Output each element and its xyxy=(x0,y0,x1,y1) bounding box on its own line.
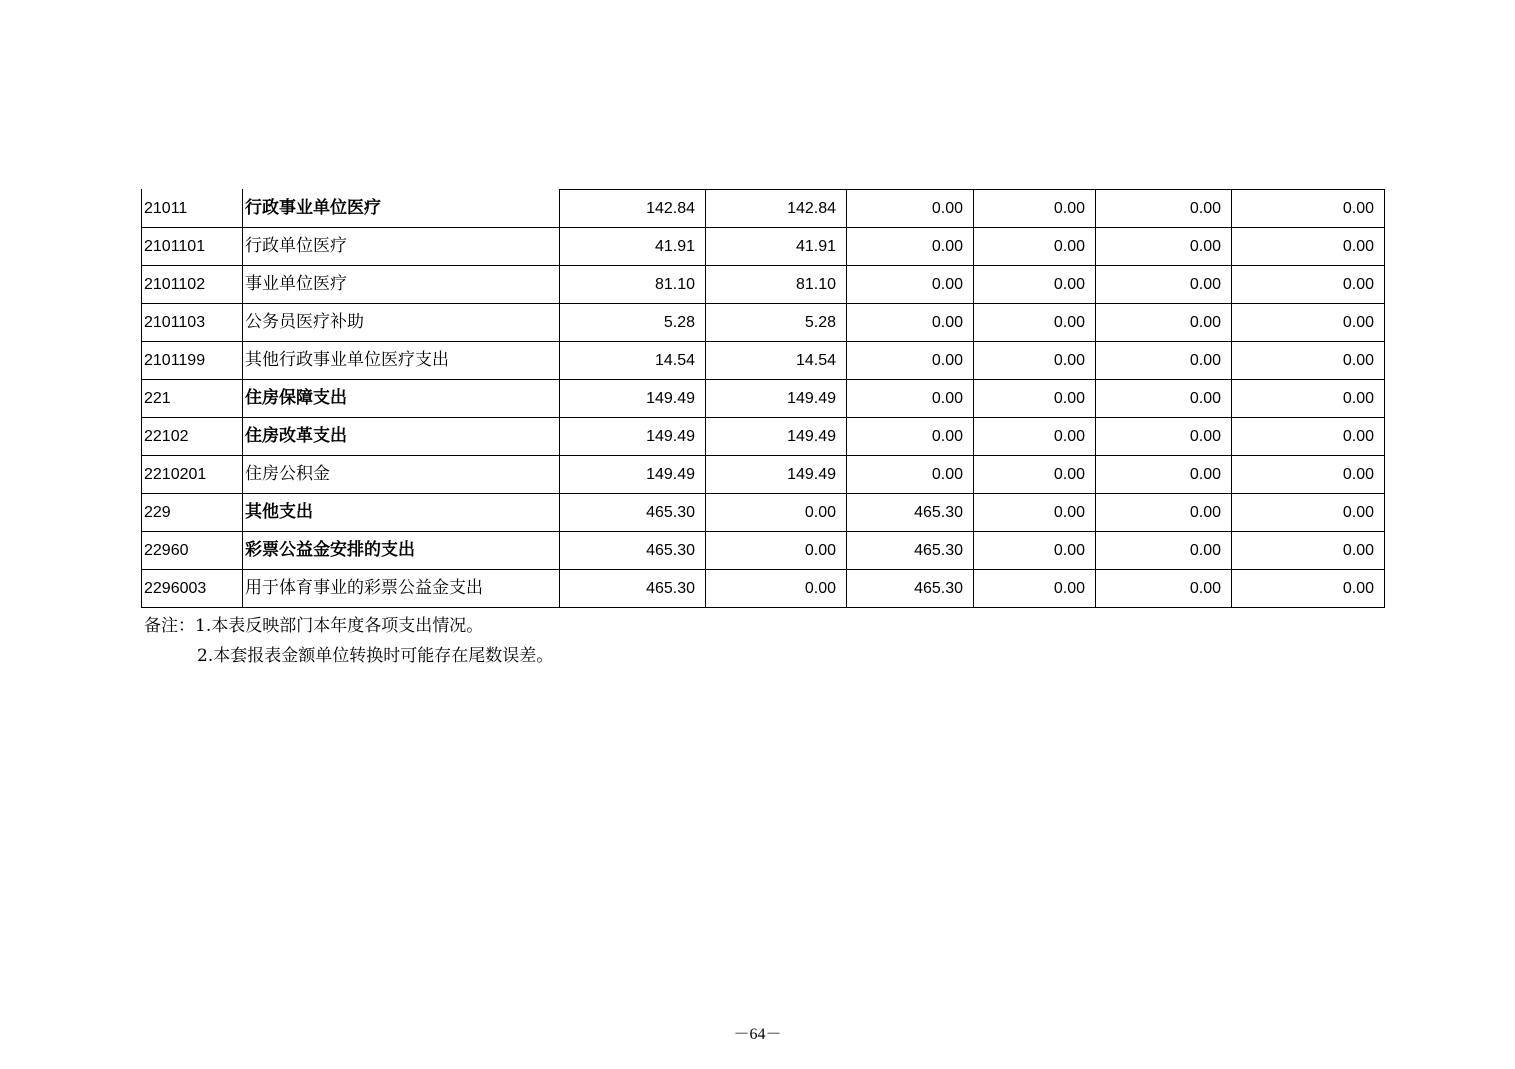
row-value-cell-v2: 149.49 xyxy=(706,456,847,494)
row-value-cell-v5: 0.00 xyxy=(1096,418,1232,456)
row-value-cell-v2: 5.28 xyxy=(706,304,847,342)
row-value-cell-v4: 0.00 xyxy=(974,342,1096,380)
row-value-cell-v4: 0.00 xyxy=(974,228,1096,266)
row-value-cell-v2: 142.84 xyxy=(706,190,847,228)
row-name-cell: 住房改革支出 xyxy=(243,418,560,456)
table-body xyxy=(142,190,1385,608)
row-value-cell-v3: 465.30 xyxy=(847,570,974,608)
row-value-cell-v6: 0.00 xyxy=(1232,342,1385,380)
table-row xyxy=(142,190,1385,228)
table-row xyxy=(142,570,1385,608)
row-value-cell-v2: 0.00 xyxy=(706,532,847,570)
table-notes xyxy=(144,611,553,671)
row-value-cell-v5: 0.00 xyxy=(1096,532,1232,570)
row-code-cell: 2101103 xyxy=(142,304,243,342)
row-code-cell: 21011 xyxy=(142,190,243,228)
row-name-cell: 其他支出 xyxy=(243,494,560,532)
table-row xyxy=(142,342,1385,380)
row-code-cell: 22102 xyxy=(142,418,243,456)
budget-table-container xyxy=(141,189,1385,608)
row-value-cell-v3: 0.00 xyxy=(847,304,974,342)
row-value-cell-v4: 0.00 xyxy=(974,266,1096,304)
row-value-cell-v5: 0.00 xyxy=(1096,304,1232,342)
row-value-cell-v4: 0.00 xyxy=(974,456,1096,494)
table-row xyxy=(142,304,1385,342)
row-code-cell: 2210201 xyxy=(142,456,243,494)
row-value-cell-v6: 0.00 xyxy=(1232,456,1385,494)
row-code-cell: 2101102 xyxy=(142,266,243,304)
row-value-cell-v6: 0.00 xyxy=(1232,532,1385,570)
row-name-cell: 用于体育事业的彩票公益金支出 xyxy=(243,570,560,608)
row-value-cell-v4: 0.00 xyxy=(974,532,1096,570)
row-value-cell-v2: 0.00 xyxy=(706,570,847,608)
row-value-cell-v2: 14.54 xyxy=(706,342,847,380)
row-value-cell-v4: 0.00 xyxy=(974,190,1096,228)
note-line-1: 备注：1.本表反映部门本年度各项支出情况。 xyxy=(144,616,484,636)
row-code-cell: 2101101 xyxy=(142,228,243,266)
row-value-cell-v3: 0.00 xyxy=(847,266,974,304)
row-value-cell-v6: 0.00 xyxy=(1232,380,1385,418)
row-name-cell: 行政单位医疗 xyxy=(243,228,560,266)
row-value-cell-v3: 0.00 xyxy=(847,190,974,228)
row-value-cell-v3: 0.00 xyxy=(847,380,974,418)
table-row xyxy=(142,456,1385,494)
row-value-cell-v1: 149.49 xyxy=(560,418,706,456)
row-value-cell-v1: 465.30 xyxy=(560,494,706,532)
row-name-cell: 事业单位医疗 xyxy=(243,266,560,304)
row-value-cell-v3: 0.00 xyxy=(847,456,974,494)
row-value-cell-v5: 0.00 xyxy=(1096,266,1232,304)
table-row xyxy=(142,418,1385,456)
expenditure-table xyxy=(141,189,1385,608)
row-name-cell: 住房保障支出 xyxy=(243,380,560,418)
row-value-cell-v3: 465.30 xyxy=(847,494,974,532)
row-value-cell-v4: 0.00 xyxy=(974,418,1096,456)
row-value-cell-v3: 465.30 xyxy=(847,532,974,570)
row-value-cell-v5: 0.00 xyxy=(1096,228,1232,266)
row-value-cell-v3: 0.00 xyxy=(847,418,974,456)
row-value-cell-v6: 0.00 xyxy=(1232,266,1385,304)
row-value-cell-v5: 0.00 xyxy=(1096,380,1232,418)
row-code-cell: 221 xyxy=(142,380,243,418)
row-value-cell-v1: 14.54 xyxy=(560,342,706,380)
row-value-cell-v1: 149.49 xyxy=(560,380,706,418)
row-value-cell-v1: 465.30 xyxy=(560,570,706,608)
row-value-cell-v4: 0.00 xyxy=(974,494,1096,532)
row-value-cell-v5: 0.00 xyxy=(1096,570,1232,608)
row-code-cell: 22960 xyxy=(142,532,243,570)
row-value-cell-v5: 0.00 xyxy=(1096,494,1232,532)
row-name-cell: 行政事业单位医疗 xyxy=(243,190,560,228)
row-value-cell-v6: 0.00 xyxy=(1232,418,1385,456)
row-value-cell-v6: 0.00 xyxy=(1232,228,1385,266)
row-value-cell-v3: 0.00 xyxy=(847,228,974,266)
row-value-cell-v5: 0.00 xyxy=(1096,456,1232,494)
row-value-cell-v1: 81.10 xyxy=(560,266,706,304)
note-line-2: 2.本套报表金额单位转换时可能存在尾数误差。 xyxy=(197,646,554,666)
row-name-cell: 公务员医疗补助 xyxy=(243,304,560,342)
row-value-cell-v1: 41.91 xyxy=(560,228,706,266)
row-value-cell-v1: 465.30 xyxy=(560,532,706,570)
table-row xyxy=(142,532,1385,570)
row-value-cell-v6: 0.00 xyxy=(1232,494,1385,532)
row-code-cell: 229 xyxy=(142,494,243,532)
row-value-cell-v6: 0.00 xyxy=(1232,304,1385,342)
row-name-cell: 其他行政事业单位医疗支出 xyxy=(243,342,560,380)
row-value-cell-v2: 149.49 xyxy=(706,418,847,456)
table-row xyxy=(142,228,1385,266)
row-value-cell-v6: 0.00 xyxy=(1232,570,1385,608)
row-code-cell: 2101199 xyxy=(142,342,243,380)
page-number: －64－ xyxy=(733,1026,782,1043)
row-name-cell: 彩票公益金安排的支出 xyxy=(243,532,560,570)
row-value-cell-v1: 142.84 xyxy=(560,190,706,228)
table-row xyxy=(142,380,1385,418)
row-value-cell-v3: 0.00 xyxy=(847,342,974,380)
row-value-cell-v1: 149.49 xyxy=(560,456,706,494)
row-value-cell-v1: 5.28 xyxy=(560,304,706,342)
row-value-cell-v2: 0.00 xyxy=(706,494,847,532)
row-value-cell-v2: 81.10 xyxy=(706,266,847,304)
row-value-cell-v4: 0.00 xyxy=(974,304,1096,342)
row-code-cell: 2296003 xyxy=(142,570,243,608)
row-value-cell-v4: 0.00 xyxy=(974,380,1096,418)
row-value-cell-v5: 0.00 xyxy=(1096,342,1232,380)
row-value-cell-v5: 0.00 xyxy=(1096,190,1232,228)
row-value-cell-v4: 0.00 xyxy=(974,570,1096,608)
row-value-cell-v2: 41.91 xyxy=(706,228,847,266)
row-name-cell: 住房公积金 xyxy=(243,456,560,494)
row-value-cell-v6: 0.00 xyxy=(1232,190,1385,228)
row-value-cell-v2: 149.49 xyxy=(706,380,847,418)
table-row xyxy=(142,494,1385,532)
table-row xyxy=(142,266,1385,304)
